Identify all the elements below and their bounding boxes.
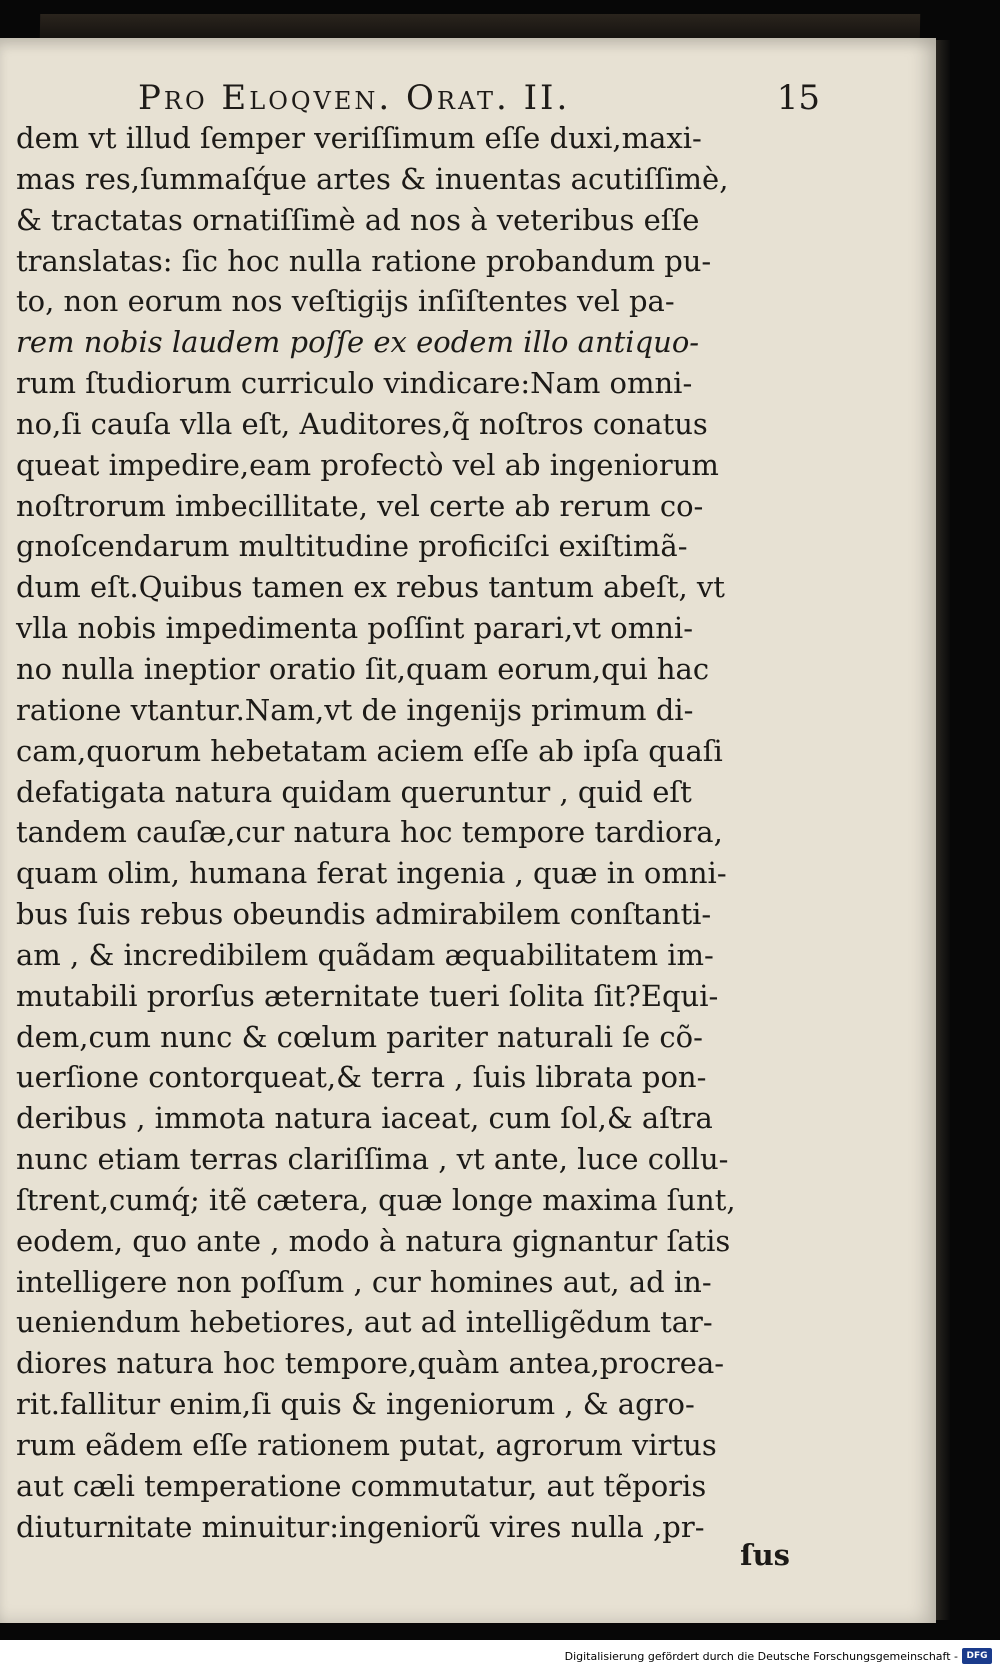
text-line: deribus , immota natura iaceat, cum ſol,& aſtra [16, 1101, 713, 1136]
text-line: cam,quorum hebetatam aciem eſſe ab ipſa quaſi [16, 733, 723, 768]
text-line: intelligere non poſſum , cur homines aut, ad in- [16, 1264, 712, 1299]
text-line: rem nobis laudem poſſe ex eodem illo antiquo- [16, 325, 700, 360]
text-line: vlla nobis impedimenta poſſint parari,vt omni- [16, 611, 693, 646]
text-line: quam olim, humana ferat ingenia , quæ in omni- [16, 856, 727, 891]
text-line: bus ſuis rebus obeundis admirabilem conſtanti- [16, 897, 712, 932]
dfg-logo-icon: DFG [962, 1648, 992, 1664]
text-line: rum eãdem eſſe rationem putat, agrorum virtus [16, 1428, 717, 1462]
text-line: tandem cauſæ,cur natura hoc tempore tardiora, [16, 815, 723, 850]
text-line: gnoſcendarum multitudine proficiſci exiſtimã- [16, 529, 688, 564]
funding-note: Digitalisierung gefördert durch die Deutsche Forschungsgemeinschaft - [564, 1650, 958, 1663]
text-line: rit.fallitur enim,ſi quis & ingeniorum , & agro- [16, 1387, 695, 1422]
text-line: mutabili prorſus æternitate tueri ſolita ſit?Equi- [16, 978, 719, 1013]
text-line: ſtrent,cumq́; itẽ cætera, quæ longe maxima ſunt, [16, 1182, 736, 1217]
text-line: uerſione contorqueat,& terra , ſuis librata pon- [16, 1060, 707, 1095]
text-line: dem,cum nunc & cœlum pariter naturali ſe cõ- [16, 1019, 703, 1054]
text-line: defatigata natura quidam queruntur , quid eſt [16, 774, 692, 809]
text-line: rum ſtudiorum curriculo vindicare:Nam omni- [16, 366, 693, 401]
running-head: Pro Eloqven. Orat. II. [138, 78, 571, 118]
text-line: translatas: ſic hoc nulla ratione probandum pu- [16, 243, 712, 278]
text-line: eodem, quo ante , modo à natura gignantur ſatis [16, 1223, 731, 1258]
text-line: queat impedire,eam profectò vel ab ingeniorum [16, 447, 719, 482]
body-text [16, 118, 806, 1548]
text-line: no,ſi cauſa vlla eſt, Auditores,q̃ noſtros conatus [16, 406, 708, 441]
text-line: noſtrorum imbecillitate, vel certe ab rerum co- [16, 488, 704, 523]
text-line: am , & incredibilem quãdam æquabilitatem im- [16, 937, 714, 972]
text-line: ueniendum hebetiores, aut ad intelligẽdum tar- [16, 1305, 713, 1340]
text-line: to, non eorum nos veſtigijs inſiſtentes vel pa- [16, 284, 675, 319]
text-line: & tractatas ornatiſſimè ad nos à veteribus eſſe [16, 202, 700, 237]
text-line: mas res,ſummaſq́ue artes & inuentas acutiſſimè, [16, 161, 729, 196]
page-number: 15 [776, 78, 820, 118]
catchword: ſus [740, 1538, 790, 1572]
text-line: diuturnitate minuitur:ingeniorũ vires nulla ,pr- [16, 1509, 705, 1544]
book-top-edge [40, 14, 920, 40]
text-line: dem vt illud ſemper veriſſimum eſſe duxi,maxi- [16, 121, 702, 155]
text-line: ratione vtantur.Nam,vt de ingenijs primum di- [16, 692, 694, 727]
text-line: aut cæli temperatione commutatur, aut tẽporis [16, 1468, 707, 1503]
text-line: diores natura hoc tempore,quàm antea,procrea- [16, 1346, 725, 1381]
text-line: nunc etiam terras clariſſima , vt ante, luce collu- [16, 1142, 729, 1177]
text-line: dum eſt.Quibus tamen ex rebus tantum abeſt, vt [16, 570, 725, 605]
text-line: no nulla ineptior oratio ſit,quam eorum,qui hac [16, 651, 710, 686]
